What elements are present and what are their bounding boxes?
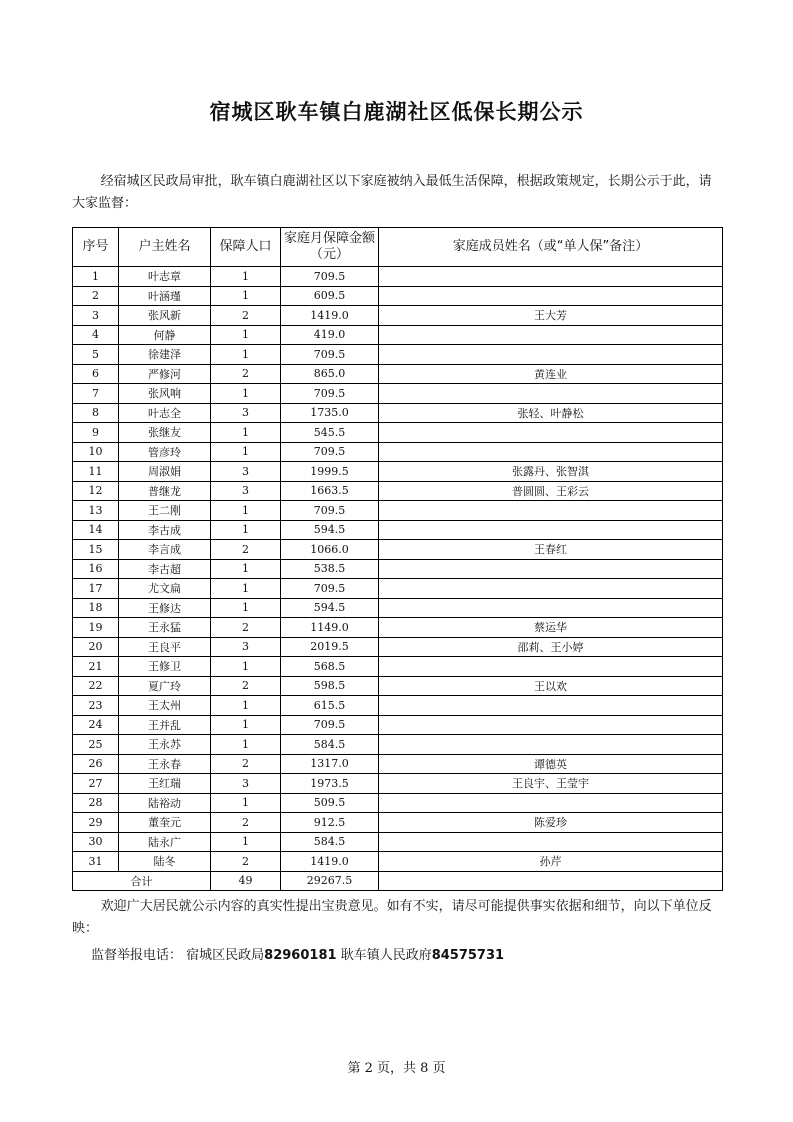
- row-index: 22: [73, 676, 119, 696]
- row-index: 18: [73, 598, 119, 618]
- people-count: 1: [211, 696, 281, 716]
- bureau-phone: 82960181: [264, 948, 337, 963]
- table-row: [73, 676, 723, 696]
- gov-phone: 84575731: [431, 948, 505, 963]
- family-members: 蔡运华: [379, 618, 723, 638]
- householder-name: 李古超: [119, 559, 211, 579]
- family-members: [379, 559, 723, 579]
- family-members: [379, 579, 723, 599]
- people-count: 2: [211, 676, 281, 696]
- family-members: [379, 793, 723, 813]
- householder-name: 叶涵瑾: [119, 286, 211, 306]
- family-members: 邵莉、王小婷: [379, 637, 723, 657]
- row-index: 31: [73, 852, 119, 872]
- householder-name: 何静: [119, 325, 211, 345]
- table-row: [73, 364, 723, 384]
- table-row: [73, 520, 723, 540]
- subsistence-roster-table: [72, 227, 723, 891]
- family-members: 王大芳: [379, 306, 723, 326]
- row-index: 12: [73, 481, 119, 501]
- row-index: 27: [73, 774, 119, 794]
- householder-name: 叶志章: [119, 267, 211, 287]
- row-index: 1: [73, 267, 119, 287]
- people-count: 1: [211, 520, 281, 540]
- family-members: 王以欢: [379, 676, 723, 696]
- people-count: 2: [211, 852, 281, 872]
- table-row: [73, 813, 723, 833]
- people-count: 1: [211, 325, 281, 345]
- people-count: 2: [211, 306, 281, 326]
- table-row: [73, 423, 723, 443]
- family-members: [379, 345, 723, 365]
- monthly-amount: 419.0: [281, 325, 379, 345]
- family-members: [379, 715, 723, 735]
- people-count: 1: [211, 384, 281, 404]
- total-label: 合计: [73, 871, 211, 891]
- monthly-amount: 509.5: [281, 793, 379, 813]
- householder-name: 王修卫: [119, 657, 211, 677]
- householder-name: 张风响: [119, 384, 211, 404]
- row-index: 23: [73, 696, 119, 716]
- table-row: [73, 462, 723, 482]
- family-members: [379, 832, 723, 852]
- family-members: [379, 423, 723, 443]
- table-row: [73, 793, 723, 813]
- householder-name: 李言成: [119, 540, 211, 560]
- row-index: 30: [73, 832, 119, 852]
- row-index: 8: [73, 403, 119, 423]
- people-count: 3: [211, 462, 281, 482]
- table-row: [73, 403, 723, 423]
- table-row: [73, 852, 723, 872]
- monthly-amount: 594.5: [281, 598, 379, 618]
- monthly-amount: 584.5: [281, 735, 379, 755]
- people-count: 1: [211, 423, 281, 443]
- people-count: 1: [211, 267, 281, 287]
- householder-name: 徐建泽: [119, 345, 211, 365]
- monthly-amount: 1999.5: [281, 462, 379, 482]
- monthly-amount: 709.5: [281, 345, 379, 365]
- family-members: 孙芹: [379, 852, 723, 872]
- householder-name: 王永猛: [119, 618, 211, 638]
- row-index: 19: [73, 618, 119, 638]
- people-count: 1: [211, 598, 281, 618]
- row-index: 11: [73, 462, 119, 482]
- row-index: 14: [73, 520, 119, 540]
- table-row: [73, 774, 723, 794]
- householder-name: 王修达: [119, 598, 211, 618]
- header-householder: 户主姓名: [119, 228, 211, 267]
- table-header-row: [73, 228, 723, 267]
- family-members: [379, 286, 723, 306]
- row-index: 21: [73, 657, 119, 677]
- people-count: 1: [211, 735, 281, 755]
- table-row: [73, 345, 723, 365]
- people-count: 3: [211, 637, 281, 657]
- monthly-amount: 568.5: [281, 657, 379, 677]
- monthly-amount: 709.5: [281, 384, 379, 404]
- householder-name: 王并乱: [119, 715, 211, 735]
- householder-name: 夏广玲: [119, 676, 211, 696]
- householder-name: 叶志全: [119, 403, 211, 423]
- monthly-amount: 1419.0: [281, 306, 379, 326]
- family-members: 黄连业: [379, 364, 723, 384]
- header-members: 家庭成员姓名（或“单人保”备注）: [379, 228, 723, 267]
- row-index: 6: [73, 364, 119, 384]
- table-row: [73, 618, 723, 638]
- table-row: [73, 325, 723, 345]
- table-body: [73, 267, 723, 872]
- row-index: 29: [73, 813, 119, 833]
- monthly-amount: 1149.0: [281, 618, 379, 638]
- householder-name: 尤文扁: [119, 579, 211, 599]
- family-members: [379, 696, 723, 716]
- people-count: 3: [211, 774, 281, 794]
- householder-name: 王永春: [119, 754, 211, 774]
- table-row: [73, 754, 723, 774]
- monthly-amount: 709.5: [281, 579, 379, 599]
- row-index: 7: [73, 384, 119, 404]
- table-row: [73, 501, 723, 521]
- table-row: [73, 384, 723, 404]
- row-index: 17: [73, 579, 119, 599]
- row-index: 15: [73, 540, 119, 560]
- monthly-amount: 912.5: [281, 813, 379, 833]
- householder-name: 王良平: [119, 637, 211, 657]
- row-index: 16: [73, 559, 119, 579]
- monthly-amount: 709.5: [281, 267, 379, 287]
- householder-name: 王红瑞: [119, 774, 211, 794]
- householder-name: 王永苏: [119, 735, 211, 755]
- monthly-amount: 2019.5: [281, 637, 379, 657]
- family-members: 王良宇、王莹宇: [379, 774, 723, 794]
- people-count: 1: [211, 501, 281, 521]
- monthly-amount: 1735.0: [281, 403, 379, 423]
- row-index: 24: [73, 715, 119, 735]
- row-index: 25: [73, 735, 119, 755]
- table-row: [73, 715, 723, 735]
- monthly-amount: 1663.5: [281, 481, 379, 501]
- table-total-row: [73, 871, 723, 891]
- table-row: [73, 696, 723, 716]
- family-members: [379, 501, 723, 521]
- row-index: 9: [73, 423, 119, 443]
- people-count: 3: [211, 403, 281, 423]
- table-row: [73, 481, 723, 501]
- gov-name: 耿车镇人民政府: [340, 948, 432, 963]
- householder-name: 周淑娟: [119, 462, 211, 482]
- table-row: [73, 598, 723, 618]
- table-row: [73, 442, 723, 462]
- page-title: 宿城区耿车镇白鹿湖社区低保长期公示: [209, 100, 584, 124]
- intro-paragraph: 经宿城区民政局审批，耿车镇白鹿湖社区以下家庭被纳入最低生活保障，根据政策规定，长期公示于此，请大家监督：: [72, 174, 712, 211]
- people-count: 2: [211, 754, 281, 774]
- monthly-amount: 709.5: [281, 501, 379, 521]
- row-index: 20: [73, 637, 119, 657]
- table-row: [73, 286, 723, 306]
- table-row: [73, 832, 723, 852]
- family-members: [379, 657, 723, 677]
- table-row: [73, 306, 723, 326]
- monthly-amount: 598.5: [281, 676, 379, 696]
- householder-name: 普继龙: [119, 481, 211, 501]
- row-index: 4: [73, 325, 119, 345]
- table-row: [73, 267, 723, 287]
- family-members: 普圆圆、王彩云: [379, 481, 723, 501]
- monthly-amount: 594.5: [281, 520, 379, 540]
- family-members: 陈爱珍: [379, 813, 723, 833]
- monthly-amount: 1419.0: [281, 852, 379, 872]
- family-members: [379, 325, 723, 345]
- householder-name: 陆裕动: [119, 793, 211, 813]
- family-members: 张露丹、张智淇: [379, 462, 723, 482]
- family-members: 谭德英: [379, 754, 723, 774]
- header-index: 序号: [73, 228, 119, 267]
- total-people: 49: [211, 871, 281, 891]
- people-count: 1: [211, 832, 281, 852]
- table-row: [73, 540, 723, 560]
- table-row: [73, 559, 723, 579]
- householder-name: 张风新: [119, 306, 211, 326]
- family-members: [379, 520, 723, 540]
- feedback-note: 欢迎广大居民就公示内容的真实性提出宝贵意见。如有不实，请尽可能提供事实依据和细节，向以下单位反映：: [72, 899, 712, 936]
- total-amount: 29267.5: [281, 871, 379, 891]
- monthly-amount: 609.5: [281, 286, 379, 306]
- bureau-name: 宿城区民政局: [186, 948, 265, 963]
- row-index: 26: [73, 754, 119, 774]
- header-amount: 家庭月保障金额（元）: [281, 228, 379, 267]
- householder-name: 李古成: [119, 520, 211, 540]
- row-index: 5: [73, 345, 119, 365]
- householder-name: 管彦玲: [119, 442, 211, 462]
- monthly-amount: 709.5: [281, 442, 379, 462]
- people-count: 1: [211, 657, 281, 677]
- total-members: [379, 871, 723, 891]
- monthly-amount: 1973.5: [281, 774, 379, 794]
- row-index: 13: [73, 501, 119, 521]
- householder-name: 陆冬: [119, 852, 211, 872]
- householder-name: 董奎元: [119, 813, 211, 833]
- householder-name: 陆永广: [119, 832, 211, 852]
- people-count: 2: [211, 540, 281, 560]
- hotline-label: 监督举报电话：: [91, 948, 183, 963]
- family-members: [379, 267, 723, 287]
- row-index: 3: [73, 306, 119, 326]
- table-row: [73, 637, 723, 657]
- table-row: [73, 657, 723, 677]
- row-index: 10: [73, 442, 119, 462]
- people-count: 1: [211, 286, 281, 306]
- people-count: 1: [211, 579, 281, 599]
- people-count: 1: [211, 345, 281, 365]
- people-count: 2: [211, 364, 281, 384]
- table-row: [73, 579, 723, 599]
- people-count: 1: [211, 559, 281, 579]
- people-count: 2: [211, 618, 281, 638]
- row-index: 28: [73, 793, 119, 813]
- people-count: 3: [211, 481, 281, 501]
- table-row: [73, 735, 723, 755]
- householder-name: 张继友: [119, 423, 211, 443]
- family-members: [379, 384, 723, 404]
- householder-name: 王二刚: [119, 501, 211, 521]
- family-members: [379, 442, 723, 462]
- monthly-amount: 709.5: [281, 715, 379, 735]
- monthly-amount: 615.5: [281, 696, 379, 716]
- hotline: [91, 944, 504, 963]
- people-count: 1: [211, 793, 281, 813]
- monthly-amount: 865.0: [281, 364, 379, 384]
- family-members: [379, 598, 723, 618]
- family-members: 王春红: [379, 540, 723, 560]
- monthly-amount: 584.5: [281, 832, 379, 852]
- monthly-amount: 1317.0: [281, 754, 379, 774]
- householder-name: 王太州: [119, 696, 211, 716]
- people-count: 1: [211, 442, 281, 462]
- householder-name: 严修河: [119, 364, 211, 384]
- people-count: 2: [211, 813, 281, 833]
- page-number: 第 2 页，共 8 页: [347, 1061, 446, 1076]
- people-count: 1: [211, 715, 281, 735]
- family-members: 张轻、叶静松: [379, 403, 723, 423]
- header-people: 保障人口: [211, 228, 281, 267]
- row-index: 2: [73, 286, 119, 306]
- monthly-amount: 545.5: [281, 423, 379, 443]
- family-members: [379, 735, 723, 755]
- monthly-amount: 1066.0: [281, 540, 379, 560]
- monthly-amount: 538.5: [281, 559, 379, 579]
